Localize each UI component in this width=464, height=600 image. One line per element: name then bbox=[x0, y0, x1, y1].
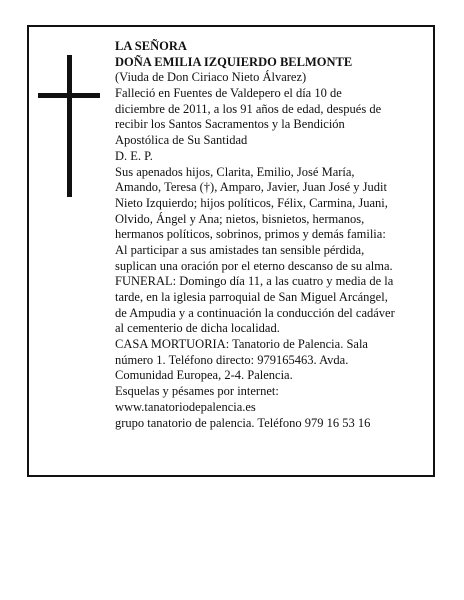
notice-text bbox=[115, 39, 435, 431]
contact-line: grupo tanatorio de palencia. Teléfono 979 16 53 16 bbox=[115, 415, 371, 430]
family-line: Sus apenados hijos, Clarita, Emilio, José María, bbox=[115, 164, 355, 179]
family-line: Amando, Teresa (†), Amparo, Javier, Juan José y Judit bbox=[115, 180, 387, 195]
dep-line: D. E. P. bbox=[115, 148, 153, 163]
cross-horizontal-bar bbox=[38, 93, 100, 98]
family-line: Al participar a sus amistades tan sensible pérdida, bbox=[115, 242, 365, 257]
funeral-line: tarde, en la iglesia parroquial de San Miguel Arcángel, bbox=[115, 290, 388, 304]
mortuary-line: CASA MORTUORIA: Tanatorio de Palencia. Sala bbox=[115, 337, 368, 352]
death-details-line: diciembre de 2011, a los 91 años de edad, después de bbox=[115, 101, 382, 116]
family-line: suplican una oración por el eterno descanso de su alma. bbox=[115, 258, 393, 273]
family-line: hermanos políticos, sobrinos, primos y demás familia: bbox=[115, 227, 386, 242]
notice-heading: LA SEÑORA bbox=[115, 39, 187, 53]
obituary-notice bbox=[27, 25, 435, 477]
funeral-line: al cementerio de dicha localidad. bbox=[115, 321, 280, 336]
cross-vertical-bar bbox=[67, 55, 72, 197]
death-details-line: Falleció en Fuentes de Valdepero el día 10 de bbox=[115, 86, 342, 101]
website-line: www.tanatoriodepalencia.es bbox=[115, 399, 256, 414]
mortuary-line: número 1. Teléfono directo: 979165463. Avda. bbox=[115, 352, 349, 367]
family-line: Nieto Izquierdo; hijos políticos, Félix, Carmina, Juani, bbox=[115, 195, 388, 210]
death-details-line: Apostólica de Su Santidad bbox=[115, 133, 248, 148]
deceased-name: DOÑA EMILIA IZQUIERDO BELMONTE bbox=[115, 54, 353, 69]
funeral-line: de Ampudia y a continuación la conducción del cadáver bbox=[115, 305, 395, 320]
widow-of-line: (Viuda de Don Ciriaco Nieto Álvarez) bbox=[115, 70, 307, 85]
mortuary-line: Comunidad Europea, 2-4. Palencia. bbox=[115, 368, 293, 383]
funeral-line: FUNERAL: Domingo día 11, a las cuatro y media de la bbox=[115, 274, 394, 289]
internet-line: Esquelas y pésames por internet: bbox=[115, 384, 279, 399]
death-details-line: recibir los Santos Sacramentos y la Bendición bbox=[115, 117, 345, 132]
family-line: Olvido, Ángel y Ana; nietos, bisnietos, hermanos, bbox=[115, 211, 365, 226]
